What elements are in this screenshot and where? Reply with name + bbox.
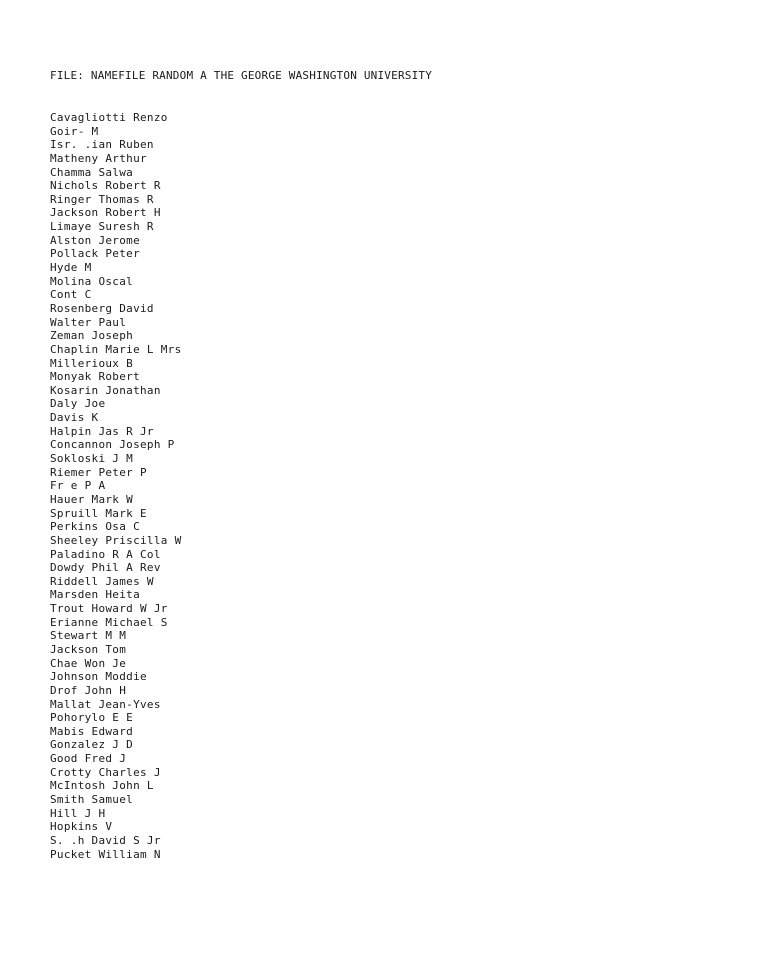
name-entry: Drof John H	[50, 683, 127, 697]
name-entry: Smith Samuel	[50, 793, 134, 807]
name-entry: Chaplin Marie L Mrs	[50, 342, 182, 356]
name-entry: Nichols Robert R	[50, 179, 161, 193]
name-entry: Zeman Joseph	[50, 329, 134, 343]
name-entry: Riemer Peter P	[50, 465, 147, 479]
name-entry: S. .h David S Jr	[50, 833, 161, 847]
name-entry: Molina Oscal	[50, 274, 134, 288]
name-entry: Pollack Peter	[50, 247, 140, 261]
name-entry: Crotty Charles J	[50, 765, 161, 779]
name-entry: Chamma Salwa	[50, 165, 134, 179]
name-entry: Monyak Robert	[50, 370, 140, 384]
name-entry: Trout Howard W Jr	[50, 602, 168, 616]
name-entry: Hauer Mark W	[50, 492, 134, 506]
name-entry: Good Fred J	[50, 752, 127, 766]
name-entry: Riddell James W	[50, 574, 154, 588]
name-entry: Chae Won Je	[50, 656, 127, 670]
name-entry: Hyde M	[50, 261, 92, 275]
name-entry: Fr e P A	[50, 479, 106, 493]
name-entry: Pohorylo E E	[50, 711, 134, 725]
name-entry: Johnson Moddie	[50, 670, 147, 684]
name-entry: Concannon Joseph P	[50, 438, 175, 452]
name-entry: Erianne Michael S	[50, 615, 168, 629]
name-entry: Gonzalez J D	[50, 738, 134, 752]
name-list	[50, 111, 182, 861]
name-entry: Hopkins V	[50, 820, 113, 834]
name-entry: Isr. .ian Ruben	[50, 138, 154, 152]
name-entry: Stewart M M	[50, 629, 127, 643]
name-entry: Dowdy Phil A Rev	[50, 561, 161, 575]
name-entry: Pucket William N	[50, 847, 161, 861]
name-entry: Alston Jerome	[50, 233, 140, 247]
file-header: FILE: NAMEFILE RANDOM A THE GEORGE WASHINGTON UNIVERSITY	[50, 69, 433, 82]
name-entry: Perkins Osa C	[50, 520, 140, 534]
name-entry: Ringer Thomas R	[50, 192, 154, 206]
name-entry: Davis K	[50, 411, 99, 425]
name-entry: Jackson Tom	[50, 642, 127, 656]
name-entry: Daly Joe	[50, 397, 106, 411]
name-entry: Mabis Edward	[50, 724, 134, 738]
name-entry: Cavagliotti Renzo	[50, 111, 168, 124]
name-entry: Jackson Robert H	[50, 206, 161, 220]
name-entry: Marsden Heita	[50, 588, 140, 602]
name-entry: Rosenberg David	[50, 301, 154, 315]
name-entry: Paladino R A Col	[50, 547, 161, 561]
name-entry: Walter Paul	[50, 315, 127, 329]
name-entry: Hill J H	[50, 806, 106, 820]
name-entry: Kosarin Jonathan	[50, 383, 161, 397]
name-entry: Millerioux B	[50, 356, 134, 370]
name-entry: McIntosh John L	[50, 779, 154, 793]
name-entry: Halpin Jas R Jr	[50, 424, 154, 438]
name-entry: Sheeley Priscilla W	[50, 533, 182, 547]
name-entry: Spruill Mark E	[50, 506, 147, 520]
name-entry: Matheny Arthur	[50, 151, 147, 165]
name-entry: Mallat Jean-Yves	[50, 697, 161, 711]
name-entry: Goir- M	[50, 124, 99, 138]
name-entry: Cont C	[50, 288, 92, 302]
name-entry: Limaye Suresh R	[50, 220, 154, 234]
name-entry: Sokloski J M	[50, 452, 134, 466]
